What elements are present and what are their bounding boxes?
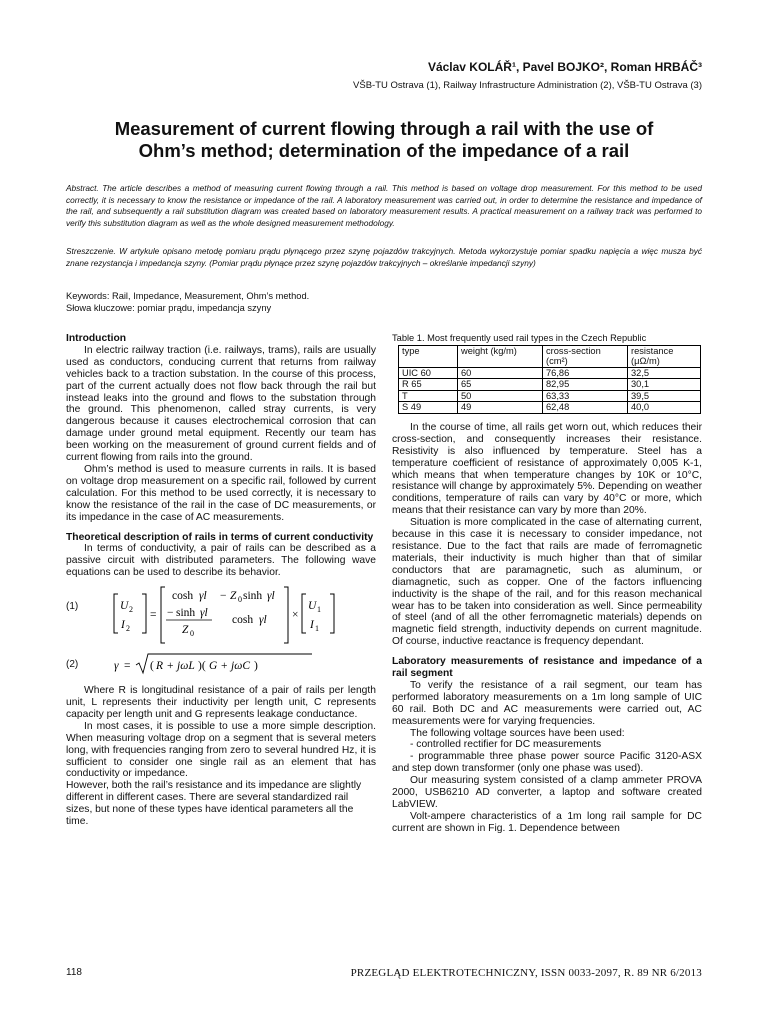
paragraph: Ohm’s method is used to measure currents in rails. It is based on voltage drop measurement on a specific rail, followed by current calculation. For this method to be used correctly, it is necessary to know the resistance of the rail in the case of DC measurements, or its impedance in the case of AC measurements. (66, 463, 376, 523)
heading-laboratory-measurements: Laboratory measurements of resistance and impedance of a rail segment (392, 656, 702, 680)
column-header: type (399, 345, 458, 367)
table-body (399, 367, 701, 413)
table-cell: UIC 60 (399, 367, 458, 379)
paragraph: Volt-ampere characteristics of a 1m long rail sample for DC current are shown in Fig. 1. Dependence between (392, 810, 702, 834)
table-cell: 49 (458, 402, 543, 414)
svg-text:γl: γl (267, 590, 275, 603)
svg-text:=: = (124, 660, 131, 673)
abstract-english: Abstract. The article describes a method of measuring current flowing through a rail. This method is based on voltage drop measurement. For this method to be used correctly, it is necessary to know the resistance or impedance of the rail. A laboratory measurement was carried out, in order to determine the resistance and impedance of the rail, and subsequently a rail substitution diagram was created based on laboratory measurement results. A practical measurement on a railway track was performed to verify this substitution diagram as well as the whole designed measurement methodology. (66, 183, 702, 228)
column-header: cross-section (cm²) (543, 345, 628, 367)
paragraph: Our measuring system consisted of a clamp ammeter PROVA 2000, USB6210 AD converter, a laptop and software created LabVIEW. (392, 775, 702, 810)
journal-reference: PRZEGLĄD ELEKTROTECHNICZNY, ISSN 0033-2097, R. 89 NR 6/2013 (350, 967, 702, 979)
abstract-polish: Streszczenie. W artykule opisano metodę pomiaru prądu płynącego przez szynę pojazdów trakcyjnych. Metoda wykorzystuje pomiar spadku napięcia a więc musza być znane rezystancja i impedancja szyny. (Pomiar prądu płynące przez szynę pojazdów trakcyjnych – określanie impedancji szyny) (66, 246, 702, 268)
svg-text:R: R (156, 660, 164, 673)
title-line-2: Ohm’s method; determination of the impedance of a rail (138, 140, 630, 161)
column-header: weight (kg/m) (458, 345, 543, 367)
svg-text:×: × (292, 609, 299, 622)
svg-text:−: − (167, 607, 174, 620)
svg-text:cosh: cosh (172, 590, 194, 603)
svg-text:=: = (150, 609, 157, 622)
heading-theoretical-description: Theoretical description of rails in terms of current conductivity (66, 531, 374, 543)
rail-types-table (398, 345, 701, 414)
paragraph: Where R is longitudinal resistance of a pair of rails per length unit, L represents their inductivity per length unit, C represents capacity per length unit and G represents leakage conductance. (66, 685, 376, 720)
svg-text:γ: γ (114, 660, 119, 673)
svg-text:Z: Z (230, 590, 237, 603)
table-row (399, 367, 701, 379)
svg-text:γl: γl (200, 607, 208, 620)
keywords-english: Keywords: Rail, Impedance, Measurement, Ohm’s method. (66, 291, 310, 301)
table-header-row (399, 345, 701, 367)
paragraph: In most cases, it is possible to use a more simple description. When measuring voltage drop on a segment that is several meters long, with frequencies ranging from zero to several hundred Hz, it is sufficient to consider one single rail as an element that has conductivity or impedance. (66, 720, 376, 780)
svg-text:1: 1 (317, 605, 321, 615)
svg-text:cosh: cosh (232, 614, 254, 627)
table-row (399, 402, 701, 414)
svg-text:jωC: jωC (231, 660, 250, 673)
svg-text:0: 0 (190, 629, 194, 639)
svg-text:−: − (220, 590, 227, 603)
table-cell: 82,95 (543, 379, 628, 391)
left-column (66, 333, 376, 828)
table-cell: R 65 (399, 379, 458, 391)
list-item: - programmable three phase power source Pacific 3120-ASX and step down transformer (only one phase was used). (392, 751, 702, 775)
table-cell: 60 (458, 367, 543, 379)
keywords-block (66, 290, 702, 314)
heading-introduction: Introduction (66, 333, 127, 344)
paragraph: Situation is more complicated in the case of alternating current, because in this case it is necessary to consider impedance, not resistance. Due to the fact that rails are made of ferromagnetic materials, their inductivity is much higher than that of similar conductors that are paramagnetic, such as aluminum, or diamagnetic, such as copper. One of the factors influencing inductivity is the shape of the rail, and for this reason mechanical wear has to be taken into consideration as well. Since permeability of steel (and of all the other ferromagnetic materials) depends on magnetic field strength, inductivity depends on current magnitude. Of course, inductive reactance is frequency dependant. (392, 517, 702, 648)
table-cell: 65 (458, 379, 543, 391)
svg-text:U: U (120, 600, 129, 613)
svg-text:Z: Z (182, 624, 189, 637)
table-cell: 50 (458, 390, 543, 402)
authors: Václav KOLÁŘ¹, Pavel BOJKO², Roman HRBÁČ³ (427, 60, 702, 74)
svg-text:sinh: sinh (243, 590, 263, 603)
table-cell: 63,33 (543, 390, 628, 402)
svg-text:sinh: sinh (176, 607, 196, 620)
paragraph: The following voltage sources have been used: (410, 727, 625, 739)
table-row (399, 390, 701, 402)
propagation-constant-equation (112, 651, 312, 677)
svg-text:2: 2 (129, 605, 133, 615)
keywords-polish: Słowa kluczowe: pomiar prądu, impedancja szyny (66, 303, 272, 313)
list-item: - controlled rectifier for DC measurements (410, 739, 602, 751)
paragraph: In electric railway traction (i.e. railways, trams), rails are usually used as conductors, conducing current that returns from railway vehicles back to a traction substation. In the course of this process, part of the current actually does not flow back through the rail but instead leaks into the ground and flows to the substation through the ground. This phenomenon, called stray currents, is very dangerous because it causes electrochemical corrosion that can damage under ground metal equipment. Recently our team has been working on the measurement of ground current fields and of current flowing from rails into the ground. (66, 344, 376, 464)
table-caption: Table 1. Most frequently used rail types in the Czech Republic (392, 333, 647, 343)
paragraph: To verify the resistance of a rail segment, our team has performed laboratory measurements on a 1m long sample of UIC 60 rail. Both DC and AC measurements were carried out, AC measurements were for varying frequencies. (392, 679, 702, 727)
equation-number: (1) (66, 601, 79, 613)
table-row (399, 379, 701, 391)
table-cell: T (399, 390, 458, 402)
wave-equation-matrix (112, 585, 337, 647)
svg-text:I: I (121, 619, 125, 632)
page-number: 118 (66, 967, 82, 978)
table-cell: 32,5 (628, 367, 701, 379)
svg-text:+: + (221, 660, 228, 673)
svg-text:0: 0 (238, 595, 242, 605)
svg-text:γl: γl (199, 590, 207, 603)
svg-text:γl: γl (259, 614, 267, 627)
table-cell: S 49 (399, 402, 458, 414)
paper-title (66, 118, 702, 162)
svg-text:I: I (310, 619, 314, 632)
svg-text:+: + (167, 660, 174, 673)
svg-text:G: G (209, 660, 218, 673)
right-column (392, 333, 702, 835)
svg-text:): ) (254, 660, 258, 673)
paragraph: In terms of conductivity, a pair of rails can be described as a passive circuit with distributed parameters. The following wave equations can be used to describe its behavior. (66, 543, 376, 579)
svg-text:1: 1 (315, 624, 319, 634)
affiliations: VŠB-TU Ostrava (1), Railway Infrastructure Administration (2), VŠB-TU Ostrava (3) (353, 80, 702, 91)
equation-number: (2) (66, 659, 79, 671)
column-header: resistance (μΩ/m) (628, 345, 701, 367)
table-cell: 30,1 (628, 379, 701, 391)
svg-text:U: U (308, 600, 317, 613)
table-cell: 39,5 (628, 390, 701, 402)
equation-2 (66, 651, 376, 677)
paragraph: However, both the rail’s resistance and its impedance are slightly different in different cases. There are several standardized rail sizes, but none of these types have identical parameters all the time. (66, 780, 362, 828)
title-line-1: Measurement of current flowing through a rail with the use of (114, 118, 654, 139)
table-cell: 40,0 (628, 402, 701, 414)
equation-1 (66, 585, 376, 647)
svg-text:)(: )( (198, 660, 206, 673)
svg-text:jωL: jωL (177, 660, 195, 673)
table-cell: 62,48 (543, 402, 628, 414)
svg-text:(: ( (150, 660, 154, 673)
paragraph: In the course of time, all rails get worn out, which reduces their cross-section, and consequently increases their resistance. Resistivity is also influenced by temperature. Steel has a temperature coefficient of resistance of approximately 0,005 K-1, which means that when temperature changes by 10K or 10°C, resistance will change by approximately 5%. Depending on weather conditions, temperature of rails can vary by 40°C or more, which means that their resistance can vary by more than 20%. (392, 421, 702, 517)
table-cell: 76,86 (543, 367, 628, 379)
svg-text:2: 2 (126, 624, 130, 634)
